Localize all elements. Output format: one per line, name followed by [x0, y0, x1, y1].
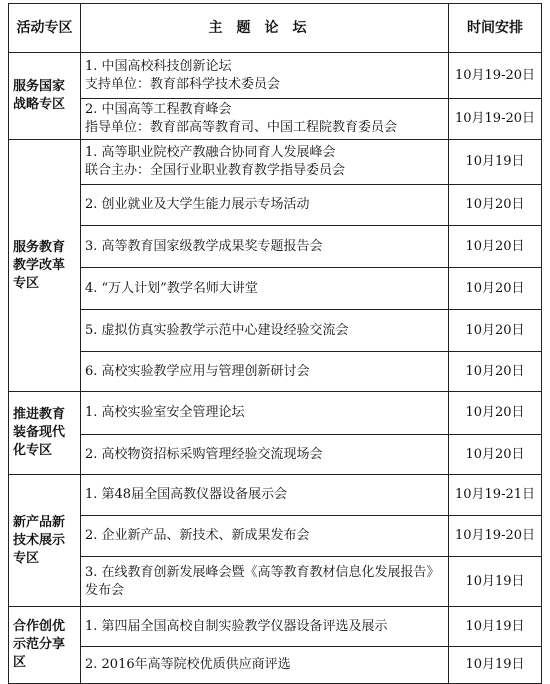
- forum-cell: 1. 第四届全国高校自制实验教学仪器设备评选及展示: [81, 607, 449, 647]
- forum-cell: 1. 第48届全国高教仪器设备展示会: [81, 475, 449, 516]
- table-row: [9, 557, 542, 607]
- zone-cell: 服务国家战略专区: [9, 53, 81, 140]
- forum-cell: 6. 高校实验教学应用与管理创新研讨会: [81, 352, 449, 392]
- time-cell: 10月19-21日: [449, 475, 542, 516]
- forum-cell: 1. 高校实验室安全管理论坛: [81, 392, 449, 435]
- time-cell: 10月20日: [449, 435, 542, 475]
- header-zone: 活动专区: [9, 4, 81, 53]
- forum-cell: 2. 创业就业及大学生能力展示专场活动: [81, 185, 449, 226]
- table-row: [9, 99, 542, 140]
- table-row: [9, 352, 542, 392]
- table-row: [9, 310, 542, 352]
- time-cell: 10月19-20日: [449, 99, 542, 140]
- time-cell: 10月19日: [449, 140, 542, 185]
- time-cell: 10月20日: [449, 352, 542, 392]
- header-row: [9, 4, 542, 53]
- table-row: [9, 268, 542, 310]
- table-row: [9, 647, 542, 684]
- header-time: 时间安排: [449, 4, 542, 53]
- table-row: [9, 185, 542, 226]
- time-cell: 10月20日: [449, 310, 542, 352]
- forum-cell: 2. 企业新产品、新技术、新成果发布会: [81, 516, 449, 557]
- forum-cell: 1. 高等职业院校产教融合协同育人发展峰会 联合主办：全国行业职业教育教学指导委员会: [81, 140, 449, 185]
- time-cell: 10月20日: [449, 185, 542, 226]
- table-row: [9, 475, 542, 516]
- schedule-table: [8, 3, 542, 684]
- table-row: [9, 435, 542, 475]
- zone-cell: 服务教育教学改革专区: [9, 140, 81, 392]
- table-row: [9, 607, 542, 647]
- forum-cell: 1. 中国高校科技创新论坛 支持单位：教育部科学技术委员会: [81, 53, 449, 99]
- table-row: [9, 226, 542, 268]
- time-cell: 10月19日: [449, 647, 542, 684]
- table-row: [9, 140, 542, 185]
- header-forum: 主题论坛: [81, 4, 449, 53]
- forum-cell: 5. 虚拟仿真实验教学示范中心建设经验交流会: [81, 310, 449, 352]
- forum-cell: 2. 高校物资招标采购管理经验交流现场会: [81, 435, 449, 475]
- zone-cell: 合作创优示范分享区: [9, 607, 81, 684]
- zone-cell: 新产品新技术展示专区: [9, 475, 81, 607]
- table-row: [9, 516, 542, 557]
- time-cell: 10月19-20日: [449, 516, 542, 557]
- forum-cell: 3. 在线教育创新发展峰会暨《高等教育教材信息化发展报告》发布会: [81, 557, 449, 607]
- table-row: [9, 53, 542, 99]
- time-cell: 10月19-20日: [449, 53, 542, 99]
- time-cell: 10月19日: [449, 607, 542, 647]
- time-cell: 10月20日: [449, 226, 542, 268]
- forum-cell: 2. 2016年高等院校优质供应商评选: [81, 647, 449, 684]
- forum-cell: 3. 高等教育国家级教学成果奖专题报告会: [81, 226, 449, 268]
- zone-cell: 推进教育装备现代化专区: [9, 392, 81, 475]
- forum-cell: 4. “万人计划”教学名师大讲堂: [81, 268, 449, 310]
- time-cell: 10月20日: [449, 268, 542, 310]
- time-cell: 10月20日: [449, 392, 542, 435]
- table-row: [9, 392, 542, 435]
- time-cell: 10月19日: [449, 557, 542, 607]
- forum-cell: 2. 中国高等工程教育峰会 指导单位：教育部高等教育司、中国工程院教育委员会: [81, 99, 449, 140]
